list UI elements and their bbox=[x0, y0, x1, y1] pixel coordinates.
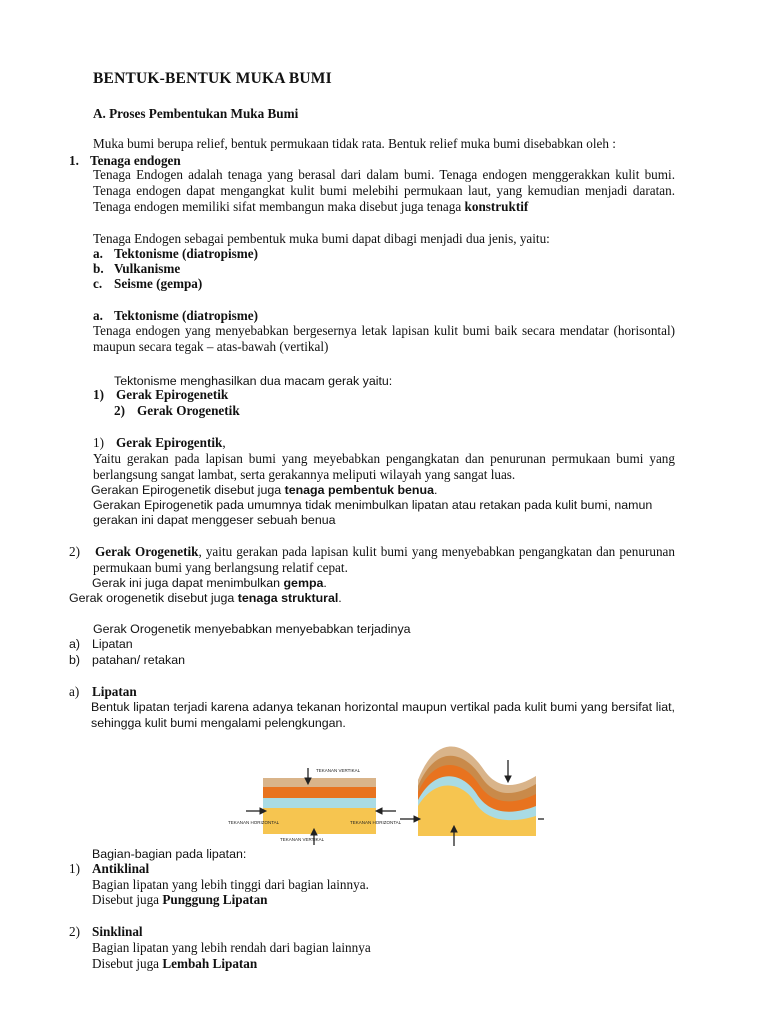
oro-text-body: , yaitu gerakan pada lapisan kulit bumi yang menyebabkan pengangkatan dan penurunan permukaan bumi yang berlangsung relatif cepat. bbox=[93, 544, 675, 575]
epiro-line-text: Gerakan Epirogenetik disebut juga bbox=[91, 483, 285, 497]
gerak-intro: Tektonisme menghasilkan dua macam gerak yaitu: bbox=[114, 374, 393, 388]
sinklinal-line bbox=[92, 956, 257, 972]
epiro-heading: Gerak Epirogentik bbox=[116, 435, 223, 450]
section-number: 1) bbox=[93, 435, 104, 450]
list-item: patahan/ retakan bbox=[92, 653, 186, 667]
arrow-down-icon-head bbox=[505, 776, 511, 782]
fold-parts-intro: Bagian-bagian pada lipatan: bbox=[92, 847, 247, 861]
antiklinal-text: Bagian lipatan yang lebih tinggi dari bagian lainnya. bbox=[92, 877, 369, 892]
oro-text bbox=[93, 544, 675, 576]
oro-line-text: Gerak ini juga dapat menimbulkan bbox=[92, 576, 284, 590]
flat-layers bbox=[263, 778, 376, 834]
sinklinal-line-bold: Lembah Lipatan bbox=[162, 956, 258, 971]
label-vertical-bottom: TEKANAN VERTIKAL bbox=[280, 837, 325, 842]
section-number: 2) bbox=[69, 544, 80, 559]
label-horizontal-left: TEKANAN HORIZONTAL bbox=[228, 820, 280, 825]
oro-line-bold: gempa bbox=[283, 576, 324, 590]
endogen-paragraph-bold: konstruktif bbox=[464, 199, 529, 214]
list-number: 1) bbox=[93, 387, 104, 402]
list-item: Gerak Orogenetik bbox=[137, 403, 240, 418]
endogen-types-intro: Tenaga Endogen sebagai pembentuk muka bumi dapat dibagi menjadi dua jenis, yaitu: bbox=[93, 231, 550, 246]
oro-effects-intro: Gerak Orogenetik menyebabkan menyebabkan terjadinya bbox=[93, 622, 411, 636]
sinklinal-heading: Sinklinal bbox=[92, 924, 143, 939]
list-item: Lipatan bbox=[92, 637, 133, 651]
page-title: BENTUK-BENTUK MUKA BUMI bbox=[93, 70, 332, 87]
antiklinal-line-bold: Punggung Lipatan bbox=[162, 892, 268, 907]
label-vertical-top: TEKANAN VERTIKAL bbox=[316, 768, 361, 773]
item-number: 1. bbox=[69, 153, 79, 168]
layer-orange bbox=[263, 787, 376, 798]
epiro-heading-suffix: , bbox=[222, 435, 226, 450]
layer-blue bbox=[263, 798, 376, 808]
folded-layers bbox=[418, 746, 536, 836]
arrow-left-icon-head bbox=[376, 808, 382, 814]
section-heading bbox=[116, 435, 226, 451]
antiklinal-heading: Antiklinal bbox=[92, 861, 150, 876]
list-item: Tektonisme (diatropisme) bbox=[114, 246, 258, 261]
oro-line bbox=[69, 590, 342, 606]
section-heading: Lipatan bbox=[92, 684, 137, 699]
label-horizontal-right: TEKANAN HORIZONTAL bbox=[350, 820, 402, 825]
oro-line-bold: tenaga struktural bbox=[237, 591, 339, 605]
list-number: 2) bbox=[69, 924, 80, 939]
list-item: Gerak Epirogenetik bbox=[116, 387, 229, 402]
list-letter: a. bbox=[93, 246, 103, 261]
epiro-line bbox=[91, 482, 437, 498]
antiklinal-line-text: Disebut juga bbox=[92, 892, 163, 907]
antiklinal-line bbox=[92, 892, 268, 908]
epiro-line: Gerakan Epirogenetik pada umumnya tidak menimbulkan lipatan atau retakan pada kulit bumi, namun bbox=[93, 498, 653, 512]
list-letter: b. bbox=[93, 261, 104, 276]
lipatan-text: Bentuk lipatan terjadi karena adanya tekanan horizontal maupun vertikal pada kulit bumi yang bersifat liat, sehingga kulit bumi mengalami pelengkungan. bbox=[91, 700, 675, 730]
list-number: 1) bbox=[69, 861, 80, 876]
oro-line-text: Gerak orogenetik disebut juga bbox=[69, 591, 238, 605]
list-number: 2) bbox=[114, 403, 125, 418]
sinklinal-line-text: Disebut juga bbox=[92, 956, 163, 971]
list-letter: c. bbox=[93, 276, 103, 291]
epiro-line-end: . bbox=[433, 483, 438, 497]
fold-diagram bbox=[226, 740, 546, 850]
epiro-line-bold: tenaga pembentuk benua bbox=[284, 483, 434, 497]
oro-line-end: . bbox=[323, 576, 327, 590]
list-item: Seisme (gempa) bbox=[114, 276, 203, 291]
oro-line-end: . bbox=[338, 591, 342, 605]
epiro-text: Yaitu gerakan pada lapisan bumi yang meyebabkan pengangkatan dan penurunan permukaan bumi yang berlangsung sangat lambat, serta gerakannya meliputi wilayah yang sangat luas. bbox=[93, 451, 675, 482]
endogen-paragraph-text: Tenaga Endogen adalah tenaga yang berasal dari dalam bumi. Tenaga endogen menggerakkan kulit bumi. Tenaga endogen dapat mengangkat kulit bumi melebihi permukaan laut, yang kemudian menjadi daratan. Tenaga endogen memiliki sifat membangun maka disebut juga tenaga bbox=[93, 167, 675, 214]
section-letter: a) bbox=[69, 684, 80, 699]
oro-line bbox=[92, 575, 327, 591]
epiro-line: gerakan ini dapat menggeser sebuah benua bbox=[93, 513, 336, 527]
list-item: Vulkanisme bbox=[114, 261, 181, 276]
oro-heading: Gerak Orogenetik bbox=[95, 544, 199, 559]
subheading-letter: a. bbox=[93, 308, 103, 323]
tektonisme-text: Tenaga endogen yang menyebabkan bergesernya letak lapisan kulit bumi baik secara mendatar (horisontal) maupun secara tegak – atas-bawah (vertikal) bbox=[93, 323, 675, 354]
list-letter: b) bbox=[69, 653, 81, 667]
section-heading: A. Proses Pembentukan Muka Bumi bbox=[93, 106, 299, 121]
sinklinal-text: Bagian lipatan yang lebih rendah dari bagian lainnya bbox=[92, 940, 371, 955]
endogen-paragraph bbox=[93, 167, 675, 215]
subheading: Tektonisme (diatropisme) bbox=[114, 308, 258, 323]
intro-text: Muka bumi berupa relief, bentuk permukaan tidak rata. Bentuk relief muka bumi disebabkan oleh : bbox=[93, 136, 616, 151]
layer-tan bbox=[263, 778, 376, 787]
list-letter: a) bbox=[69, 637, 81, 651]
item-heading: Tenaga endogen bbox=[90, 153, 181, 168]
